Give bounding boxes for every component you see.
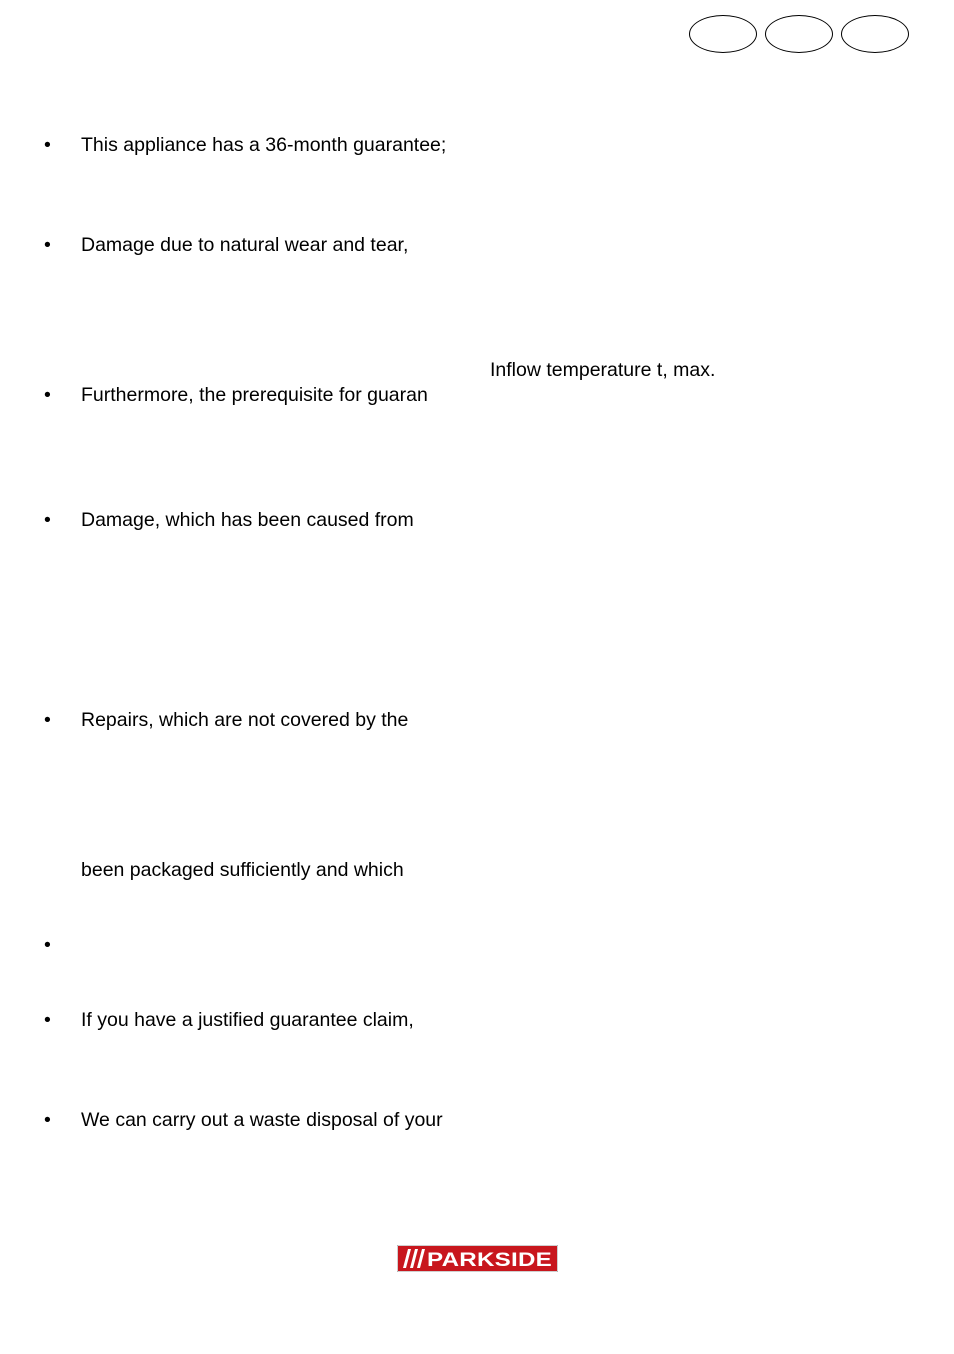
language-oval-1 [689, 15, 757, 53]
parkside-logo [397, 1245, 558, 1272]
bullet-marker: • [44, 1109, 51, 1131]
bullet-marker: • [44, 934, 51, 956]
language-oval-3 [841, 15, 909, 53]
bullet-marker: • [44, 234, 51, 256]
bullet-marker: • [44, 1009, 51, 1031]
bullet-marker: • [44, 509, 51, 531]
guarantee-text-line: If you have a justified guarantee claim, [81, 1009, 414, 1031]
guarantee-text-line: Repairs, which are not covered by the [81, 709, 409, 731]
language-indicator-ovals [689, 15, 913, 57]
guarantee-text-line: Damage due to natural wear and tear, [81, 234, 409, 256]
logo-wordmark: PARKSIDE [427, 1250, 552, 1271]
bullet-marker: • [44, 709, 51, 731]
guarantee-text-continuation: been packaged sufficiently and which [81, 859, 404, 881]
bullet-marker: • [44, 384, 51, 406]
bullet-marker: • [44, 134, 51, 156]
guarantee-text-line: We can carry out a waste disposal of your [81, 1109, 443, 1131]
guarantee-text-line: Furthermore, the prerequisite for guaran [81, 384, 428, 406]
guarantee-text-line: Damage, which has been caused from [81, 509, 414, 531]
guarantee-text-line: This appliance has a 36-month guarantee; [81, 134, 447, 156]
language-oval-2 [765, 15, 833, 53]
side-note-text: Inflow temperature t, max. [490, 359, 716, 381]
